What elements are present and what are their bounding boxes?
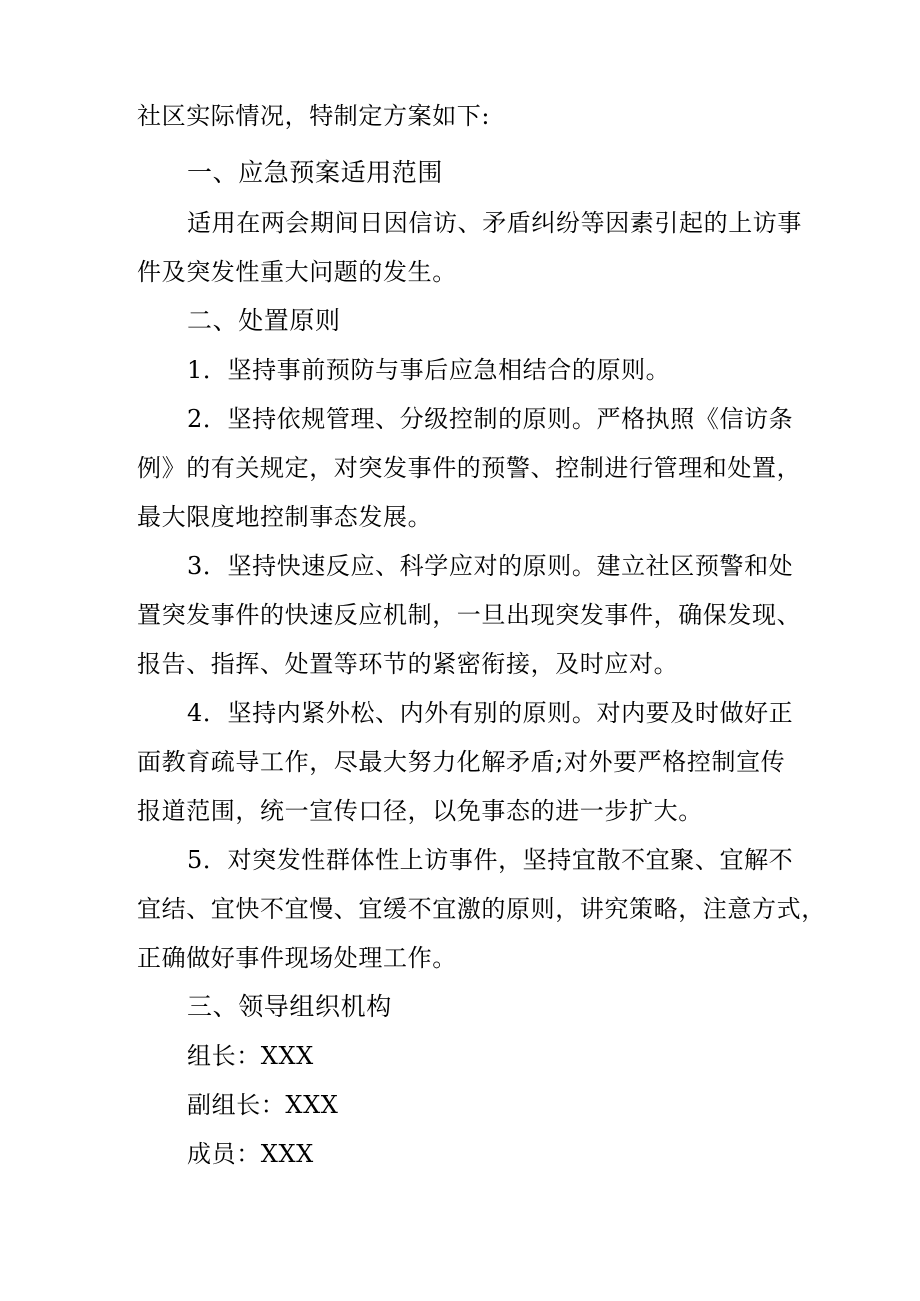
principle-item-3: 3．坚持快速反应、科学应对的原则。建立社区预警和处 xyxy=(187,552,794,580)
principle-item-2-cont: 例》的有关规定，对突发事件的预警、控制进行管理和处置， xyxy=(137,454,802,482)
section3-heading: 三、领导组织机构 xyxy=(187,992,392,1021)
principle-item-3-cont: 报告、指挥、处置等环节的紧密衔接，及时应对。 xyxy=(137,650,679,678)
principle-item-1: 1．坚持事前预防与事后应急相结合的原则。 xyxy=(187,356,671,384)
principle-item-2: 2．坚持依规管理、分级控制的原则。严格执照《信访条 xyxy=(187,405,794,433)
deputy-group-leader: 副组长：XXX xyxy=(187,1091,339,1119)
section2-heading: 二、处置原则 xyxy=(187,306,341,335)
principle-item-5-cont: 宜结、宜快不宜慢、宜缓不宜激的原则，讲究策略，注意方式， xyxy=(137,895,826,923)
group-leader: 组长：XXX xyxy=(187,1042,314,1070)
principle-item-2-cont: 最大限度地控制事态发展。 xyxy=(137,503,433,531)
principle-item-5-cont: 正确做好事件现场处理工作。 xyxy=(137,944,457,972)
principle-item-4-cont: 面教育疏导工作，尽最大努力化解矛盾;对外要严格控制宣传 xyxy=(137,748,786,776)
principle-item-4-cont: 报道范围，统一宣传口径，以免事态的进一步扩大。 xyxy=(137,797,703,825)
principle-item-5: 5．对突发性群体性上访事件，坚持宜散不宜聚、宜解不 xyxy=(187,846,794,874)
section1-heading: 一、应急预案适用范围 xyxy=(187,158,444,187)
principle-item-3-cont: 置突发事件的快速反应机制，一旦出现突发事件，确保发现、 xyxy=(137,601,802,629)
group-members: 成员：XXX xyxy=(187,1140,314,1168)
intro-line: 社区实际情况，特制定方案如下: xyxy=(137,102,491,130)
section1-body-line: 适用在两会期间日因信访、矛盾纠纷等因素引起的上访事 xyxy=(187,209,802,237)
principle-item-4: 4．坚持内紧外松、内外有别的原则。对内要及时做好正 xyxy=(187,699,794,727)
section1-body-line: 件及突发性重大问题的发生。 xyxy=(137,258,457,286)
